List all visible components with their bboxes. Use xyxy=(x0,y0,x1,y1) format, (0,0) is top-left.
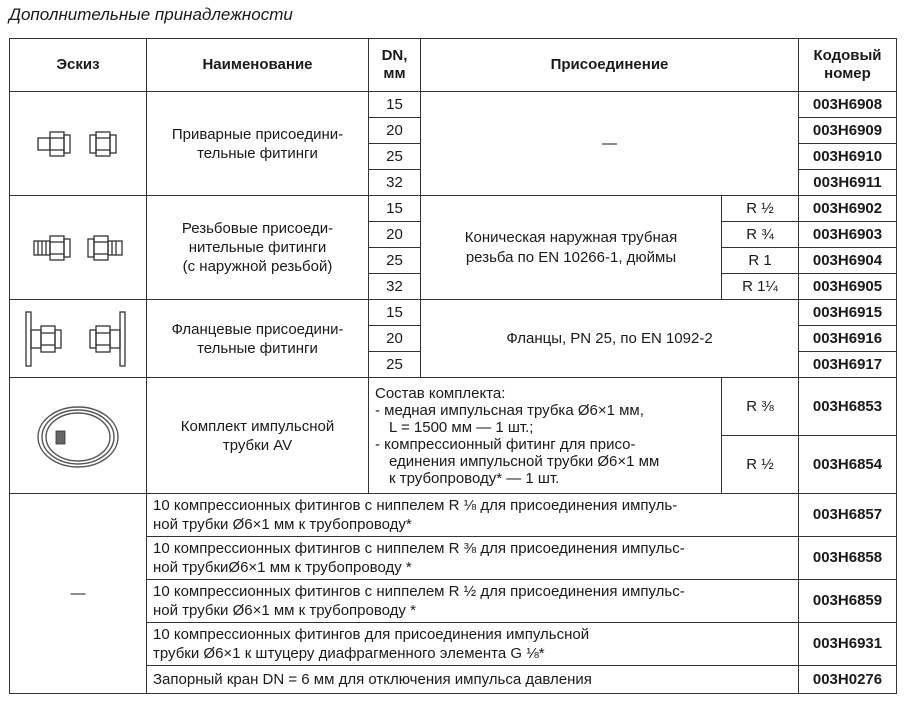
code-cell: 003H0276 xyxy=(799,666,897,694)
welded-fitting-name: Приварные присоедини- тельные фитинги xyxy=(147,92,369,196)
thread-cell: R 1¼ xyxy=(722,274,799,300)
code-cell: 003H6911 xyxy=(799,170,897,196)
dn-cell: 25 xyxy=(369,352,421,378)
header-connection: Присоединение xyxy=(421,39,799,92)
thread-cell: R ½ xyxy=(722,436,799,494)
threaded-fitting-sketch xyxy=(10,196,147,300)
misc-description: 10 компрессионных фитингов с ниппелем R ½ для присоединения импульс- ной трубки Ø6×1 мм к трубопроводу * xyxy=(147,580,799,623)
impulse-tube-icon xyxy=(28,391,128,481)
code-cell: 003H6909 xyxy=(799,118,897,144)
table-row xyxy=(10,494,897,537)
header-name: Наименование xyxy=(147,39,369,92)
table-row xyxy=(10,300,897,326)
header-sketch: Эскиз xyxy=(10,39,147,92)
flanged-fitting-icon xyxy=(20,306,136,372)
misc-description: 10 компрессионных фитингов с ниппелем R ⅜ для присоединения импульс- ной трубкиØ6×1 мм к трубопроводу * xyxy=(147,537,799,580)
code-cell: 003H6903 xyxy=(799,222,897,248)
threaded-connection: Коническая наружная трубная резьба по EN 10266-1, дюймы xyxy=(421,196,722,300)
dn-cell: 15 xyxy=(369,92,421,118)
code-cell: 003H6910 xyxy=(799,144,897,170)
code-cell: 003H6858 xyxy=(799,537,897,580)
flanged-fitting-sketch xyxy=(10,300,147,378)
accessories-table xyxy=(9,38,897,694)
threaded-fitting-name: Резьбовые присоеди- нительные фитинги (с наружной резьбой) xyxy=(147,196,369,300)
welded-connection: — xyxy=(421,92,799,196)
misc-description: Запорный кран DN = 6 мм для отключения импульса давления xyxy=(147,666,799,694)
misc-description: 10 компрессионных фитингов с ниппелем R ⅛ для присоединения импуль- ной трубки Ø6×1 мм к трубопроводу* xyxy=(147,494,799,537)
dn-cell: 15 xyxy=(369,196,421,222)
code-cell: 003H6917 xyxy=(799,352,897,378)
misc-sketch: — xyxy=(10,494,147,694)
impulse-tube-sketch xyxy=(10,378,147,494)
page-title: Дополнительные принадлежности xyxy=(9,5,293,24)
welded-fitting-icon xyxy=(28,124,128,164)
code-cell: 003H6904 xyxy=(799,248,897,274)
header-code: Кодовый номер xyxy=(799,39,897,92)
misc-description: 10 компрессионных фитингов для присоединения импульсной трубки Ø6×1 к штуцеру диафрагменного элемента G ⅛* xyxy=(147,623,799,666)
header-dn: DN, мм xyxy=(369,39,421,92)
thread-cell: R ½ xyxy=(722,196,799,222)
impulse-kit-name: Комплект импульсной трубки AV xyxy=(147,378,369,494)
flanged-fitting-name: Фланцевые присоедини- тельные фитинги xyxy=(147,300,369,378)
table-row xyxy=(10,378,897,436)
thread-cell: R ⅜ xyxy=(722,378,799,436)
code-cell: 003H6859 xyxy=(799,580,897,623)
table-row xyxy=(10,92,897,118)
code-cell: 003H6857 xyxy=(799,494,897,537)
flanged-connection: Фланцы, PN 25, по EN 1092-2 xyxy=(421,300,799,378)
dn-cell: 20 xyxy=(369,118,421,144)
thread-cell: R ¾ xyxy=(722,222,799,248)
dn-cell: 20 xyxy=(369,326,421,352)
code-cell: 003H6853 xyxy=(799,378,897,436)
header-row xyxy=(10,39,897,92)
code-cell: 003H6905 xyxy=(799,274,897,300)
dn-cell: 20 xyxy=(369,222,421,248)
welded-fitting-sketch xyxy=(10,92,147,196)
code-cell: 003H6931 xyxy=(799,623,897,666)
dn-cell: 25 xyxy=(369,144,421,170)
impulse-kit-composition: Состав комплекта: - медная импульсная трубка Ø6×1 мм, L = 1500 мм — 1 шт.; - компрессионный фитинг для присо- единения импульсной трубки Ø6×1 мм к трубопроводу* — 1 шт. xyxy=(369,378,722,494)
code-cell: 003H6902 xyxy=(799,196,897,222)
dn-cell: 25 xyxy=(369,248,421,274)
thread-cell: R 1 xyxy=(722,248,799,274)
code-cell: 003H6916 xyxy=(799,326,897,352)
code-cell: 003H6854 xyxy=(799,436,897,494)
code-cell: 003H6915 xyxy=(799,300,897,326)
dn-cell: 32 xyxy=(369,274,421,300)
dn-cell: 32 xyxy=(369,170,421,196)
threaded-fitting-icon xyxy=(28,228,128,268)
code-cell: 003H6908 xyxy=(799,92,897,118)
dn-cell: 15 xyxy=(369,300,421,326)
table-row xyxy=(10,196,897,222)
